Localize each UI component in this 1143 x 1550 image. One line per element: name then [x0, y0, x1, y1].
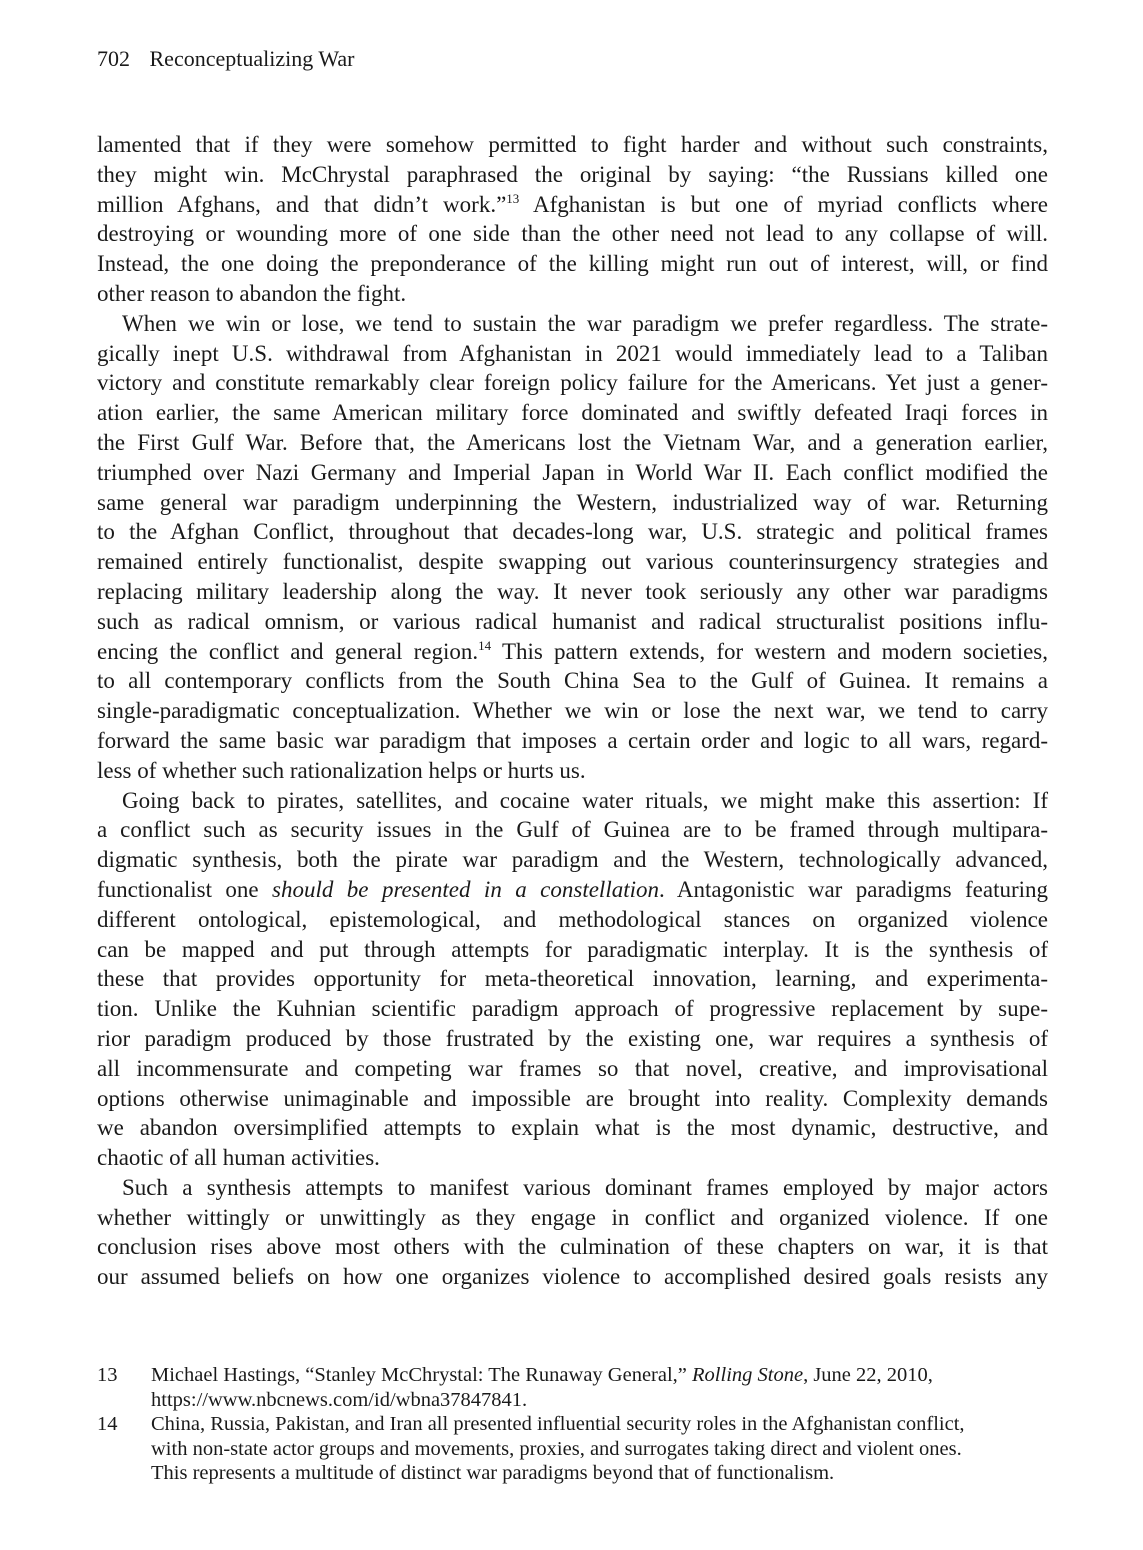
- text-line: such as radical omnism, or various radical humanist and radical structuralist positions influ-: [97, 608, 1048, 634]
- text-line: conclusion rises above most others with the culmination of these chapters on war, it is that: [97, 1234, 1048, 1260]
- text-line: encing the conflict and general region.$^{14}$ This pattern extends, for western and modern societies,: [97, 637, 1048, 664]
- text-line: destroying or wounding more of one side than the other need not lead to any collapse of will.: [97, 221, 1048, 247]
- text-line: victory and constitute remarkably clear foreign policy failure for the Americans. Yet just a gener-: [97, 370, 1048, 396]
- text-line: remained entirely functionalist, despite swapping out various counterinsurgency strategies and: [97, 549, 1048, 575]
- footnote-line: https://www.nbcnews.com/id/wbna37847841.: [151, 1388, 528, 1411]
- text-line: they might win. McChrystal paraphrased the original by saying: “the Russians killed one: [97, 161, 1048, 187]
- italic-text: Rolling Stone: [692, 1364, 804, 1386]
- paragraph: [97, 309, 1048, 786]
- footnote-number: 13: [97, 1364, 118, 1386]
- text-line: chaotic of all human activities.: [97, 1145, 380, 1171]
- text-line: ation earlier, the same American military force dominated and swiftly defeated Iraqi forces in: [97, 400, 1048, 426]
- text-line: gically inept U.S. withdrawal from Afghanistan in 2021 would immediately lead to a Taliban: [97, 340, 1048, 366]
- text-line: different ontological, epistemological, and methodological stances on organized violence: [97, 906, 1048, 932]
- footnote-reference[interactable]: 14: [478, 637, 492, 653]
- text-line: all incommensurate and competing war frames so that novel, creative, and improvisational: [97, 1055, 1048, 1081]
- text-line: Going back to pirates, satellites, and cocaine water rituals, we might make this assertion: If: [122, 787, 1048, 813]
- running-title: Reconceptualizing War: [149, 46, 355, 71]
- text-line: our assumed beliefs on how one organizes violence to accomplished desired goals resists any: [97, 1264, 1048, 1290]
- running-header: [97, 46, 354, 72]
- text-line: we abandon oversimplified attempts to explain what is the most dynamic, destructive, and: [97, 1115, 1048, 1141]
- text-line: lamented that if they were somehow permitted to fight harder and without such constraints,: [97, 132, 1048, 157]
- text-line: can be mapped and put through attempts for paradigmatic interplay. It is the synthesis of: [97, 936, 1048, 962]
- footnote-13: [97, 1363, 1048, 1412]
- text-line: digmatic synthesis, both the pirate war paradigm and the Western, technologically advanced,: [97, 847, 1048, 873]
- text-line: single-paradigmatic conceptualization. Whether we win or lose the next war, we tend to carry: [97, 698, 1048, 724]
- text-line: When we win or lose, we tend to sustain the war paradigm we prefer regardless. The strate-: [122, 310, 1048, 336]
- text-line: tion. Unlike the Kuhnian scientific paradigm approach of progressive replacement by supe-: [97, 996, 1048, 1022]
- paragraph: [97, 786, 1048, 1173]
- paragraph: [97, 1173, 1048, 1292]
- text-line: same general war paradigm underpinning the Western, industrialized way of war. Returning: [97, 489, 1048, 515]
- footnote-reference[interactable]: 13: [506, 190, 520, 206]
- text-line: the First Gulf War. Before that, the Americans lost the Vietnam War, and a generation earlier,: [97, 429, 1048, 455]
- page-number: 702: [97, 46, 130, 71]
- text-line: to the Afghan Conflict, throughout that decades-long war, U.S. strategic and political frames: [97, 519, 1048, 545]
- footnote-line: China, Russia, Pakistan, and Iran all presented influential security roles in the Afghanistan conflict,: [151, 1413, 965, 1435]
- text-line: other reason to abandon the fight.: [97, 280, 407, 306]
- footnote-number: 14: [97, 1413, 118, 1435]
- text-line: functionalist one should be presented in a constellation. Antagonistic war paradigms featuring: [97, 876, 1049, 902]
- text-line: replacing military leadership along the way. It never took seriously any other war paradigms: [97, 578, 1048, 604]
- text-line: triumphed over Nazi Germany and Imperial Japan in World War II. Each conflict modified the: [97, 459, 1048, 485]
- text-line: million Afghans, and that didn’t work.”$^{13}$ Afghanistan is but one of myriad conflicts where: [97, 190, 1049, 217]
- footnote-text: [151, 1363, 1048, 1412]
- text-line: less of whether such rationalization helps or hurts us.: [97, 757, 586, 783]
- footnote-text: [151, 1412, 1048, 1486]
- footnote-14: [97, 1412, 1048, 1486]
- text-line: whether wittingly or unwittingly as they engage in conflict and organized violence. If one: [97, 1204, 1048, 1230]
- italic-text: should be presented in a constellation: [272, 876, 659, 902]
- body-text: [97, 130, 1048, 1292]
- text-line: to all contemporary conflicts from the South China Sea to the Gulf of Guinea. It remains a: [97, 668, 1048, 694]
- text-line: Instead, the one doing the preponderance of the killing might run out of interest, will, or find: [97, 251, 1048, 277]
- footnote-line: with non-state actor groups and movements, proxies, and surrogates taking direct and violent ones.: [151, 1437, 962, 1460]
- text-line: rior paradigm produced by those frustrated by the existing one, war requires a synthesis of: [97, 1025, 1048, 1051]
- paragraph: [97, 130, 1048, 309]
- text-line: options otherwise unimaginable and impossible are brought into reality. Complexity demands: [97, 1085, 1048, 1111]
- footnote-line: Michael Hastings, “Stanley McChrystal: The Runaway General,” Rolling Stone, June 22, 2010,: [151, 1364, 933, 1386]
- text-line: forward the same basic war paradigm that imposes a certain order and logic to all wars, regard-: [97, 727, 1048, 753]
- text-line: a conflict such as security issues in the Gulf of Guinea are to be framed through multipara-: [97, 817, 1048, 843]
- text-line: these that provides opportunity for meta-theoretical innovation, learning, and experimenta-: [97, 966, 1048, 992]
- text-line: Such a synthesis attempts to manifest various dominant frames employed by major actors: [122, 1174, 1048, 1200]
- footnote-line: This represents a multitude of distinct war paradigms beyond that of functionalism.: [151, 1462, 835, 1484]
